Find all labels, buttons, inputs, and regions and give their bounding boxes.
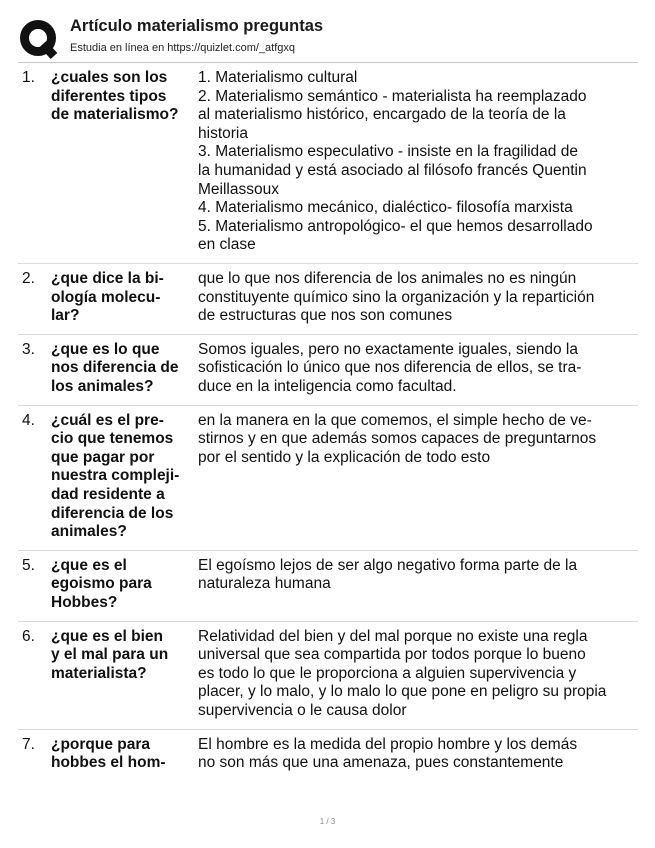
term-line: que pagar por	[51, 448, 155, 466]
term-line: dad residente a	[51, 485, 165, 503]
definition-line: al materialismo histórico, encargado de la teoría de la	[198, 106, 566, 124]
term-line: cio que tenemos	[51, 430, 174, 448]
card-definition	[198, 557, 638, 594]
flashcard-row	[18, 263, 638, 334]
term-line: ología molecu-	[51, 288, 161, 306]
flashcard-row	[18, 334, 638, 405]
definition-line: constituyente químico sino la organización y la repartición	[198, 288, 595, 306]
card-definition	[198, 341, 638, 397]
term-line: ¿que es el	[51, 556, 127, 574]
term-line: ¿que es lo que	[51, 340, 160, 358]
card-definition	[198, 270, 638, 326]
definition-line: universal que sea compartida por todos porque lo bueno	[198, 646, 586, 664]
document-title: Artículo materialismo preguntas	[70, 17, 324, 35]
term-line: ¿porque para	[51, 735, 151, 753]
term-line: ¿cuales son los	[51, 69, 168, 86]
definition-line: supervivencia o le causa dolor	[198, 701, 407, 719]
card-term	[51, 270, 199, 326]
definition-line: la humanidad y está asociado al filósofo francés Quentin	[198, 161, 587, 179]
card-number: 7.	[22, 735, 35, 753]
term-line: y el mal para un	[51, 646, 169, 664]
definition-line: Relatividad del bien y del mal porque no existe una regla	[198, 627, 588, 645]
term-line: lar?	[51, 307, 80, 325]
definition-line: Meillassoux	[198, 180, 279, 198]
flashcard-row	[18, 621, 638, 729]
flashcard-list	[18, 62, 638, 776]
definition-line: duce en la inteligencia como facultad.	[198, 377, 457, 395]
definition-line: en la manera en la que comemos, el simple hecho de ve-	[198, 411, 592, 429]
term-line: diferentes tipos	[51, 87, 167, 105]
flashcard-row	[18, 550, 638, 621]
term-line: ¿que dice la bi-	[51, 270, 164, 287]
card-definition	[198, 736, 638, 773]
card-term	[51, 341, 199, 397]
term-line: los animales?	[51, 377, 154, 395]
card-term	[51, 69, 199, 125]
card-definition	[198, 69, 638, 255]
definition-line: en clase	[198, 236, 256, 254]
term-line: ¿que es el bien	[51, 627, 163, 645]
definition-line: El hombre es la medida del propio hombre y los demás	[198, 735, 578, 753]
term-line: nos diferencia de	[51, 359, 179, 377]
card-number: 5.	[22, 556, 35, 574]
definition-line: por el sentido y la explicación de todo esto	[198, 448, 491, 466]
flashcard-row	[18, 405, 638, 550]
term-line: hobbes el hom-	[51, 754, 166, 772]
definition-line: Somos iguales, pero no exactamente iguales, siendo la	[198, 340, 578, 358]
card-term	[51, 557, 199, 613]
definition-line: 5. Materialismo antropológico- el que hemos desarrollado	[198, 217, 593, 235]
card-number: 6.	[22, 627, 35, 645]
card-number: 2.	[22, 270, 35, 287]
definition-line: sofisticación lo único que nos diferencia de ellos, se tra-	[198, 359, 582, 377]
card-term	[51, 736, 199, 773]
card-number: 4.	[22, 411, 35, 429]
card-number: 3.	[22, 340, 35, 358]
card-term	[51, 412, 199, 542]
term-line: de materialismo?	[51, 106, 179, 124]
definition-line: que lo que nos diferencia de los animales no es ningún	[198, 270, 577, 287]
card-number: 1.	[22, 69, 35, 86]
term-line: Hobbes?	[51, 593, 118, 611]
quizlet-logo-icon	[18, 18, 60, 60]
definition-line: historia	[198, 124, 248, 142]
definition-line: no son más que una amenaza, pues constantemente	[198, 754, 564, 772]
term-line: nuestra compleji-	[51, 467, 180, 485]
flashcard-row	[18, 729, 638, 776]
definition-line: stirnos y en que además somos capaces de preguntarnos	[198, 430, 597, 448]
definition-line: es todo lo que le proporciona a alguien supervivencia y	[198, 664, 577, 682]
definition-line: 4. Materialismo mecánico, dialéctico- filosofía marxista	[198, 199, 573, 217]
page-indicator: 1 / 3	[319, 817, 336, 826]
term-line: animales?	[51, 523, 127, 541]
term-line: diferencia de los	[51, 504, 174, 522]
definition-line: de estructuras que nos son comunes	[198, 307, 453, 325]
term-line: materialista?	[51, 664, 147, 682]
definition-line: 2. Materialismo semántico - materialista ha reemplazado	[198, 87, 587, 105]
flashcard-row	[18, 62, 638, 263]
definition-line: El egoísmo lejos de ser algo negativo forma parte de la	[198, 556, 578, 574]
definition-line: naturaleza humana	[198, 575, 331, 593]
term-line: egoismo para	[51, 575, 152, 593]
document-header	[18, 14, 638, 58]
card-term	[51, 628, 199, 684]
definition-line: 3. Materialismo especulativo - insiste en la fragilidad de	[198, 143, 578, 161]
card-definition	[198, 412, 638, 468]
study-link-text: Estudia en línea en https://quizlet.com/_atfgxq	[70, 42, 296, 54]
definition-line: 1. Materialismo cultural	[198, 69, 358, 86]
card-definition	[198, 628, 638, 721]
term-line: ¿cuál es el pre-	[51, 411, 164, 429]
definition-line: placer, y lo malo, y lo malo lo que pone en peligro su propia	[198, 683, 607, 701]
